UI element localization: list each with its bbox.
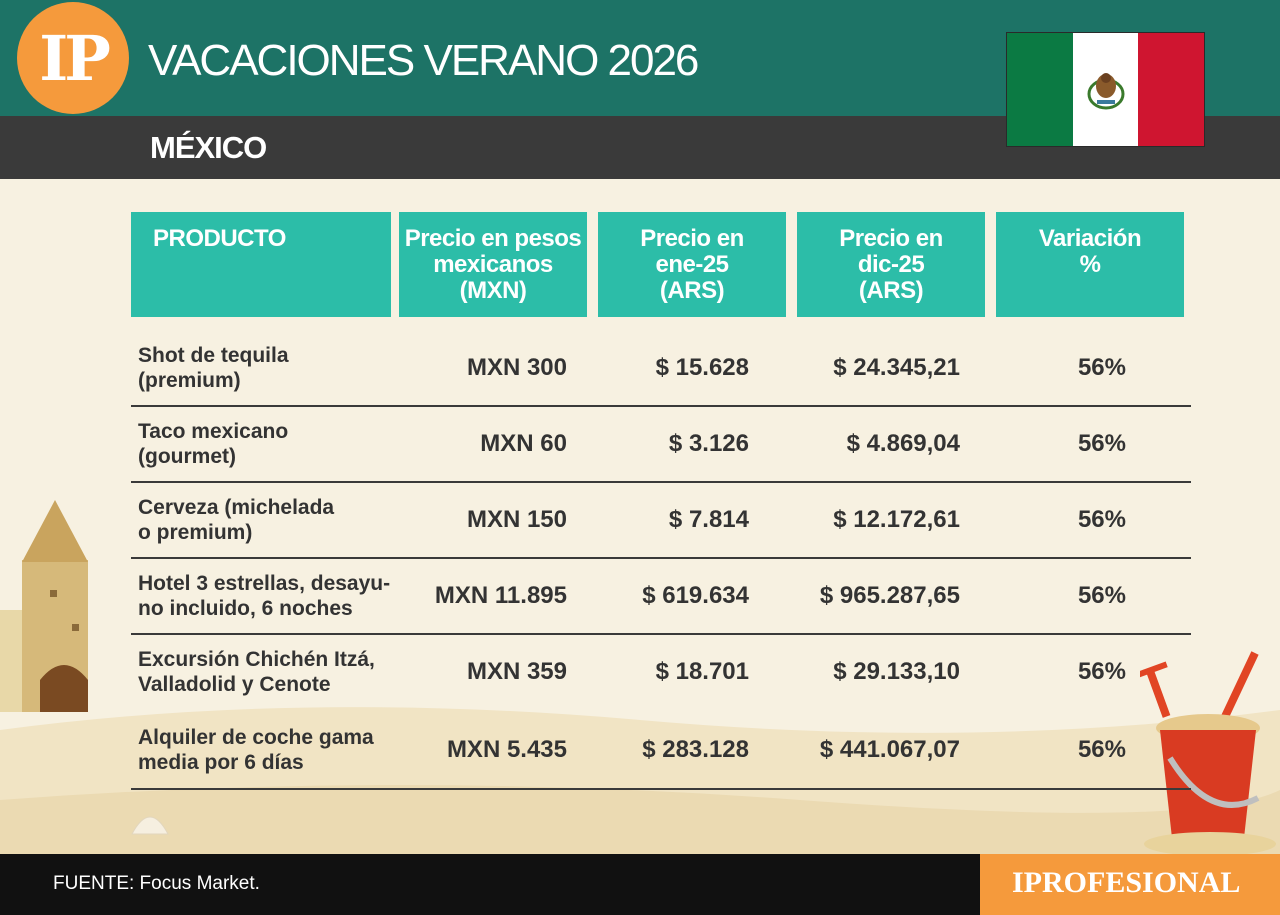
cell-dic: $ 12.172,61 [833, 506, 960, 533]
page-title: VACACIONES VERANO 2026 [148, 36, 698, 85]
cell-dic: $ 24.345,21 [833, 354, 960, 381]
table-bottom-rule [131, 788, 1191, 790]
source-note: FUENTE: Focus Market. [53, 873, 260, 894]
cell-mxn: MXN 11.895 [434, 582, 567, 609]
cell-dic: $ 441.067,07 [819, 736, 960, 763]
cell-variacion: 56% [1077, 506, 1126, 533]
cell-dic: $ 29.133,10 [833, 658, 960, 685]
col-header-dic: Precio en dic-25 (ARS) [797, 212, 985, 317]
cell-producto: Taco mexicano (gourmet) [138, 420, 289, 468]
cell-variacion: 56% [1077, 658, 1126, 685]
cell-producto: Excursión Chichén Itzá, Valladolid y Cenote [138, 648, 375, 696]
cell-mxn: MXN 5.435 [446, 736, 567, 763]
cell-ene: $ 15.628 [655, 354, 749, 381]
cell-mxn: MXN 300 [466, 354, 567, 381]
cell-variacion: 56% [1077, 354, 1126, 381]
brand-logo: IPROFESIONAL [1012, 866, 1241, 899]
cell-dic: $ 965.287,65 [819, 582, 960, 609]
cell-producto: Shot de tequila (premium) [138, 344, 289, 392]
country-label: MÉXICO [150, 130, 267, 165]
seashell-icon [130, 806, 170, 836]
cell-producto: Cerveza (michelada o premium) [138, 496, 335, 544]
table-row [131, 635, 1191, 711]
cell-ene: $ 18.701 [655, 658, 749, 685]
shovel-icon [1222, 653, 1255, 723]
cell-mxn: MXN 150 [466, 506, 567, 533]
col-header-mxn: Precio en pesos mexicanos (MXN) [399, 212, 587, 317]
cell-producto: Hotel 3 estrellas, desayu- no incluido, 6 noches [138, 572, 391, 620]
cell-ene: $ 3.126 [668, 430, 749, 457]
cell-variacion: 56% [1077, 736, 1126, 763]
cell-variacion: 56% [1077, 582, 1126, 609]
cell-ene: $ 7.814 [668, 506, 749, 533]
cell-mxn: MXN 359 [466, 658, 567, 685]
cell-producto: Alquiler de coche gama media por 6 días [138, 726, 374, 774]
ip-logo: IP [17, 2, 129, 114]
table-row [131, 407, 1191, 483]
mexico-flag-icon [1007, 33, 1204, 146]
cell-dic: $ 4.869,04 [846, 430, 960, 457]
col-header-variacion: Variación % [996, 212, 1184, 317]
cell-variacion: 56% [1077, 430, 1126, 457]
table-row [131, 713, 1191, 789]
cell-ene: $ 283.128 [642, 736, 749, 763]
col-header-producto: PRODUCTO [131, 212, 391, 317]
table-row [131, 483, 1191, 559]
cell-ene: $ 619.634 [642, 582, 749, 609]
cell-mxn: MXN 60 [480, 430, 567, 457]
sandcastle-icon [0, 500, 92, 712]
table-row [131, 559, 1191, 635]
col-header-ene: Precio en ene-25 (ARS) [598, 212, 786, 317]
table-row [131, 331, 1191, 407]
